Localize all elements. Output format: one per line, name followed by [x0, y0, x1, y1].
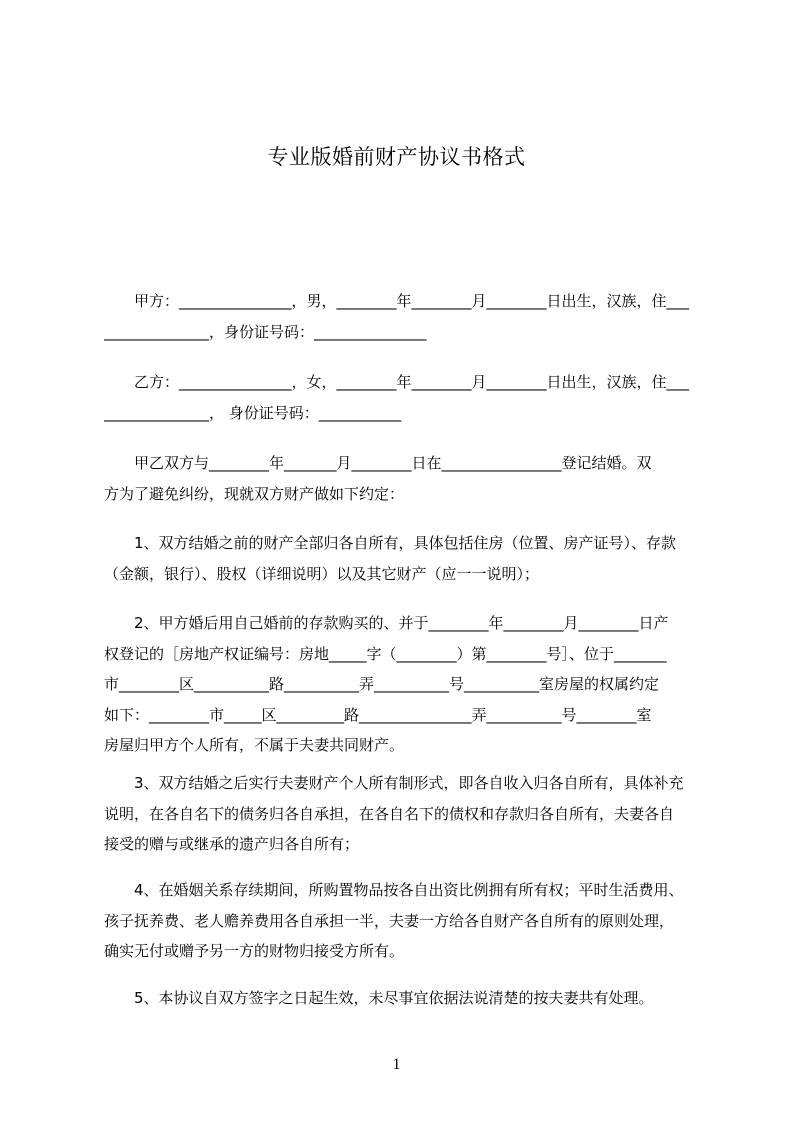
paragraph-line: 5、本协议自双方签字之日起生效，未尽事宜依据法说清楚的按夫妻共有处理。	[104, 989, 654, 1007]
paragraph-line: 甲方：_______________，男，________年________月________日出生，汉族，住___	[104, 292, 690, 310]
paragraph-line: 3、双方结婚之后实行夫妻财产个人所有制形式，即各自收入归各自所有，具体补充	[104, 774, 684, 792]
paragraph-line: 乙方：_______________，女，________年________月________日出生，汉族，住___	[104, 373, 690, 391]
paragraph-line: 如下：________市_____区_________路_______________弄__________号________室	[104, 705, 652, 724]
paragraph-line: 1、双方结婚之前的财产全部归各自所有，具体包括住房（位置、房产证号）、存款	[104, 534, 677, 552]
paragraph-line: 2、甲方婚后用自己婚前的存款购买的、并于________年________月________日产	[104, 614, 669, 632]
paragraph-line: （金额，银行）、股权（详细说明）以及其它财产（应一一说明）；	[104, 564, 540, 583]
paragraph-line: 4、在婚姻关系存续期间，所购置物品按各自出资比例拥有所有权；平时生活费用、	[104, 881, 684, 899]
paragraph-line: 确实无付或赠予另一方的财物归接受方所有。	[104, 942, 405, 960]
page-number: 1	[392, 1056, 401, 1073]
paragraph-line: 权登记的［房地产权证编号：房地_____字（________）第________号］、位于_______	[104, 644, 667, 663]
paragraph-line: ______________，身份证号码：_______________	[104, 322, 427, 341]
paragraph-line: 说明，在各自名下的债务归各自承担，在各自名下的债权和存款归各自所有，夫妻各自	[104, 804, 675, 823]
paragraph-line: ______________， 身份证号码：___________	[104, 403, 402, 422]
paragraph-line: 孩子抚养费、老人赡养费用各自承担一半，夫妻一方给各自财产各自所有的原则处理，	[104, 911, 675, 930]
document-title: 专业版婚前财产协议书格式	[267, 145, 526, 169]
paragraph-line: 接受的赠与或继承的遗产归各自所有；	[104, 835, 360, 853]
paragraph-line: 方为了避免纠纷，现就双方财产做如下约定：	[104, 484, 405, 503]
paragraph-line: 甲乙双方与________年_______月________日在________________登记结婚。双	[104, 454, 652, 472]
paragraph-line: 市________区__________路__________弄__________号__________室房屋的权属约定	[104, 675, 660, 693]
paragraph-line: 房屋归甲方个人所有，不属于夫妻共同财产。	[104, 736, 405, 754]
